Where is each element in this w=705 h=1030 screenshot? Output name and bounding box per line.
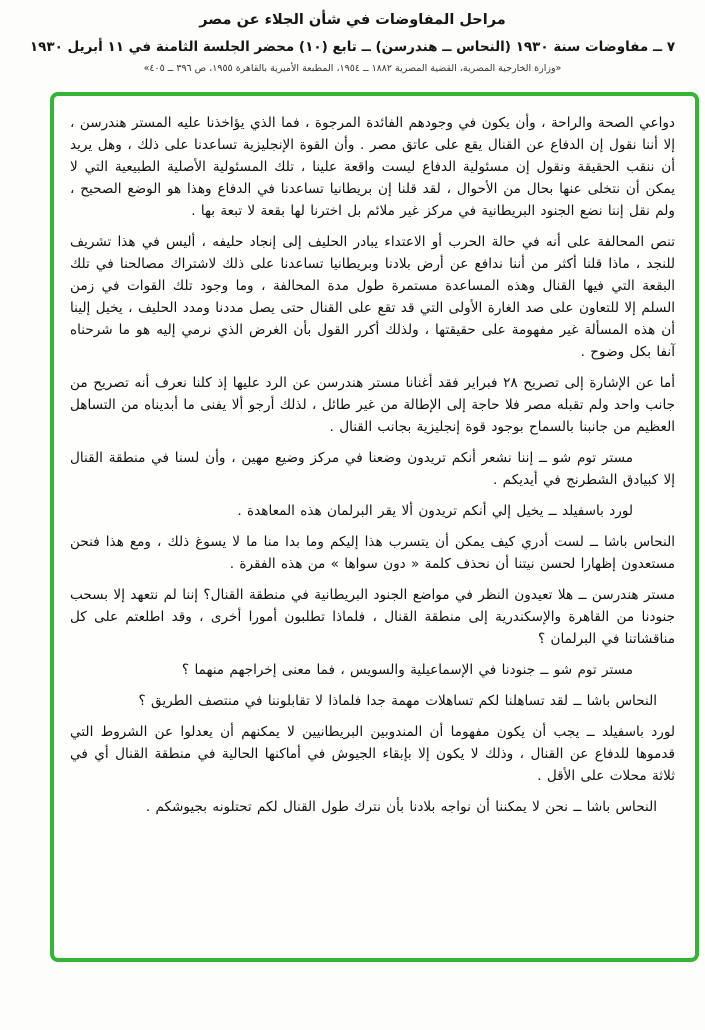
paragraph-tom-shaw-1: مستر توم شو ــ إننا نشعر أنكم تريدون وضعنا في مركز وضيع مهين ، وأن لسنا في منطقة القنال إلا كبيادق الشطرنج في أيديكم . bbox=[70, 450, 675, 489]
paragraph-henderson: مستر هندرسن ــ هلا تعيدون النظر في مواضع الجنود البريطانية في منطقة القنال؟ إننا لم نتعهد إلا بسحب جنودنا من القاهرة والإسكندرية إلى منطقة القنال ، فلماذا تطلبون أمورا أخرى ، وقد اطلعتم على كل مناقشاتنا في البرلمان ؟ bbox=[70, 587, 675, 648]
paragraph-treaty-clause: تنص المحالفة على أنه في حالة الحرب أو الاعتداء يبادر الحليف إلى إنجاد حليفه ، أليس في هذا تشريف للنجد ، ماذا قلنا أكثر من أننا ندافع عن أرض بلادنا وبريطانيا تساعدنا على ذلك لاشتراك مصالحنا في تلك البقعة التي فيها القنال وهذه المساعدة مستمرة طول مدة المحالفة ، وما وجود تلك القوات في زمن السلم إلا للتعاون على صد الغارة الأولى التي قد تقع على القنال حتى يصل مددنا ومدد الحليف ، يخيل إلينا أن هذه المسألة غير مفهومة على حقيقتها ، ولذلك أكرر القول بأن الغرض الذي نرمي إليه هو ما شرحناه آنفا بكل وضوح . bbox=[70, 234, 675, 361]
paragraph-nahhas-3: النحاس باشا ــ نحن لا يمكننا أن نواجه بلادنا بأن نترك طول القنال لكم تحتلونه بجيوشكم . bbox=[145, 799, 657, 816]
paragraph-continuation: دواعي الصحة والراحة ، وأن يكون في وجودهم الفائدة المرجوة ، فما الذي يؤاخذنا عليه المستر هندرسن ، إلا أننا نقول إن الدفاع عن القنال يقع على عاتق مصر . وأن القوة الإنجليزية تساعدنا على ذلك ، وهل يريد أن ننقب الحقيقة ونقول إن مسئولية الدفاع ليست واقعة علينا ، تلك المسئولية الأصلية الطبيعية التي لا يمكن أن نتخلى عنها بحال من الأحوال ، لقد قلنا إن بريطانيا تساعدنا في الدفاع وهذا هو الوضع الصحيح ، ولم نقل إننا نضع الجنود البريطانية في مركز غير ملائم بل اخترنا لها بقعة لا تبعة بها . bbox=[70, 115, 675, 220]
paragraph-nahhas-1: النحاس باشا ــ لست أدري كيف يمكن أن يتسرب هذا إليكم وما بدا منا ما لا يسوغ ذلك ، ومع هذا فنحن مستعدون إظهارا لحسن نيتنا أن نحذف كلمة « دون سواها » من هذه الفقرة . bbox=[70, 534, 675, 573]
source-citation: «وزارة الخارجية المصرية، القضية المصرية ١٨٨٢ ــ ١٩٥٤، المطبعة الأميرية بالقاهرة ١٩٥٥، ص ٣٩٦ ــ ٤٠٥» bbox=[143, 63, 562, 74]
paragraph-february-declaration: أما عن الإشارة إلى تصريح ٢٨ فبراير فقد أغنانا مستر هندرسن عن الرد عليها إذ كلنا نعرف أنه تصريح من جانب واحد ولم تقبله مصر فلا حاجة إلى الإطالة من غير طائل ، لذلك أرجو ألا يفنى ما أبديناه من التساهل العظيم من جانبنا بالسماح بوجود قوة إنجليزية بجانب القنال . bbox=[70, 375, 675, 436]
paragraph-lord-passfield-1: لورد باسفيلد ــ يخيل إلي أنكم تريدون ألا يقر البرلمان هذه المعاهدة . bbox=[237, 503, 633, 520]
document-subtitle: ٧ ــ مفاوضات سنة ١٩٣٠ (النحاس ــ هندرسن) ــ تابع (١٠) محضر الجلسة الثامنة في ١١ أبريل ١٩٣٠ bbox=[29, 39, 676, 55]
page-header bbox=[0, 12, 705, 74]
document-title: مراحل المفاوضات في شأن الجلاء عن مصر bbox=[199, 12, 506, 28]
scanned-text-frame bbox=[50, 92, 699, 962]
paragraph-lord-passfield-2: لورد باسفيلد ــ يجب أن يكون مفهوما أن المندوبين البريطانيين لا يمكنهم أن يعدلوا عن الشروط التي قدموها للدفاع عن القنال ، وذلك لا يكون إلا بإبقاء الجيوش في أماكنها الحالية في منطقة القنال أي في ثلاثة محلات على الأقل . bbox=[70, 724, 675, 785]
paragraph-tom-shaw-2: مستر توم شو ــ جنودنا في الإسماعيلية والسويس ، فما معنى إخراجهم منهما ؟ bbox=[181, 662, 633, 679]
paragraph-nahhas-2: النحاس باشا ــ لقد تساهلنا لكم تساهلات مهمة جدا فلماذا لا تقابلوننا في منتصف الطريق ؟ bbox=[138, 693, 657, 710]
